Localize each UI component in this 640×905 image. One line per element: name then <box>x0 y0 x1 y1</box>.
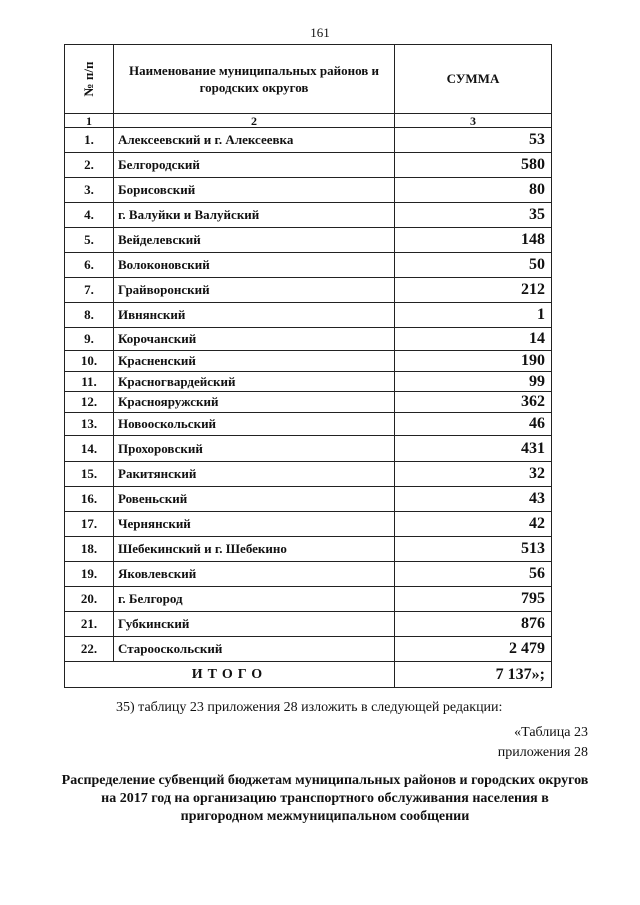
table-row <box>65 303 552 328</box>
row-number: 11. <box>65 372 114 392</box>
row-value: 1 <box>395 303 552 328</box>
row-name: г. Белгород <box>114 587 395 612</box>
subsidy-table <box>64 44 552 688</box>
row-number: 17. <box>65 512 114 537</box>
table-row <box>65 128 552 153</box>
row-number: 1. <box>65 128 114 153</box>
row-name: Губкинский <box>114 612 395 637</box>
row-name: Старооскольский <box>114 637 395 662</box>
row-value: 32 <box>395 462 552 487</box>
row-number: 6. <box>65 253 114 278</box>
row-number: 10. <box>65 351 114 372</box>
row-name: Борисовский <box>114 178 395 203</box>
total-label: ИТОГО <box>65 662 395 688</box>
total-row <box>65 662 552 688</box>
row-number: 20. <box>65 587 114 612</box>
row-value: 99 <box>395 372 552 392</box>
row-name: Красногвардейский <box>114 372 395 392</box>
table-row <box>65 413 552 436</box>
row-value: 42 <box>395 512 552 537</box>
row-value: 876 <box>395 612 552 637</box>
table-row <box>65 178 552 203</box>
row-number: 18. <box>65 537 114 562</box>
row-value: 513 <box>395 537 552 562</box>
table-row <box>65 203 552 228</box>
row-value: 50 <box>395 253 552 278</box>
table-row <box>65 372 552 392</box>
table-row <box>65 278 552 303</box>
column-index: 3 <box>395 114 552 128</box>
table-row <box>65 436 552 462</box>
row-value: 2 479 <box>395 637 552 662</box>
row-value: 14 <box>395 328 552 351</box>
table-header-row <box>65 45 552 114</box>
row-number: 2. <box>65 153 114 178</box>
row-value: 431 <box>395 436 552 462</box>
table-reference <box>498 723 588 763</box>
row-number: 5. <box>65 228 114 253</box>
row-name: Яковлевский <box>114 562 395 587</box>
row-number: 3. <box>65 178 114 203</box>
header-sum: СУММА <box>395 45 552 114</box>
header-name: Наименование муниципальных районов и городских округов <box>114 45 395 114</box>
row-value: 80 <box>395 178 552 203</box>
row-value: 362 <box>395 392 552 413</box>
table-row <box>65 392 552 413</box>
row-value: 46 <box>395 413 552 436</box>
row-value: 212 <box>395 278 552 303</box>
table-row <box>65 637 552 662</box>
table-ref-line: приложения 28 <box>497 745 588 760</box>
page-number: 161 <box>310 25 330 40</box>
table-row <box>65 253 552 278</box>
table-row <box>65 487 552 512</box>
row-name: Краснояружский <box>114 392 395 413</box>
table-row <box>65 351 552 372</box>
row-number: 12. <box>65 392 114 413</box>
column-index: 2 <box>114 114 395 128</box>
table-row <box>65 587 552 612</box>
row-value: 190 <box>395 351 552 372</box>
row-number: 22. <box>65 637 114 662</box>
column-index-row <box>65 114 552 128</box>
table-ref-line: «Таблица 23 <box>514 725 588 740</box>
row-name: Волоконовский <box>114 253 395 278</box>
row-number: 15. <box>65 462 114 487</box>
table-row <box>65 228 552 253</box>
row-name: г. Валуйки и Валуйский <box>114 203 395 228</box>
row-value: 795 <box>395 587 552 612</box>
row-name: Алексеевский и г. Алексеевка <box>114 128 395 153</box>
row-value: 148 <box>395 228 552 253</box>
row-number: 14. <box>65 436 114 462</box>
row-name: Корочанский <box>114 328 395 351</box>
row-number: 7. <box>65 278 114 303</box>
row-name: Ракитянский <box>114 462 395 487</box>
table-row <box>65 512 552 537</box>
row-value: 56 <box>395 562 552 587</box>
table-row <box>65 612 552 637</box>
row-name: Прохоровский <box>114 436 395 462</box>
row-number: 16. <box>65 487 114 512</box>
row-name: Красненский <box>114 351 395 372</box>
row-name: Белгородский <box>114 153 395 178</box>
row-number: 19. <box>65 562 114 587</box>
row-name: Грайворонский <box>114 278 395 303</box>
row-number: 9. <box>65 328 114 351</box>
row-number: 21. <box>65 612 114 637</box>
row-number: 4. <box>65 203 114 228</box>
row-name: Ровеньский <box>114 487 395 512</box>
row-name: Новооскольский <box>114 413 395 436</box>
row-number: 8. <box>65 303 114 328</box>
table-row <box>65 462 552 487</box>
table-row <box>65 562 552 587</box>
row-value: 53 <box>395 128 552 153</box>
row-value: 35 <box>395 203 552 228</box>
row-name: Ивнянский <box>114 303 395 328</box>
row-name: Вейделевский <box>114 228 395 253</box>
row-value: 580 <box>395 153 552 178</box>
row-value: 43 <box>395 487 552 512</box>
header-number: № п/п <box>65 45 114 114</box>
table-row <box>65 537 552 562</box>
instruction-text: 35) таблицу 23 приложения 28 изложить в следующей редакции: <box>116 700 503 715</box>
row-number: 13. <box>65 413 114 436</box>
table-row <box>65 328 552 351</box>
row-name: Чернянский <box>114 512 395 537</box>
table-row <box>65 153 552 178</box>
section-heading: Распределение субвенций бюджетам муниципальных районов и городских округов на 2017 год на организацию транспортного обслуживания населения в пригородном межмуниципальном сообщении <box>61 773 589 824</box>
row-name: Шебекинский и г. Шебекино <box>114 537 395 562</box>
total-value: 7 137»; <box>395 662 552 688</box>
column-index: 1 <box>65 114 114 128</box>
